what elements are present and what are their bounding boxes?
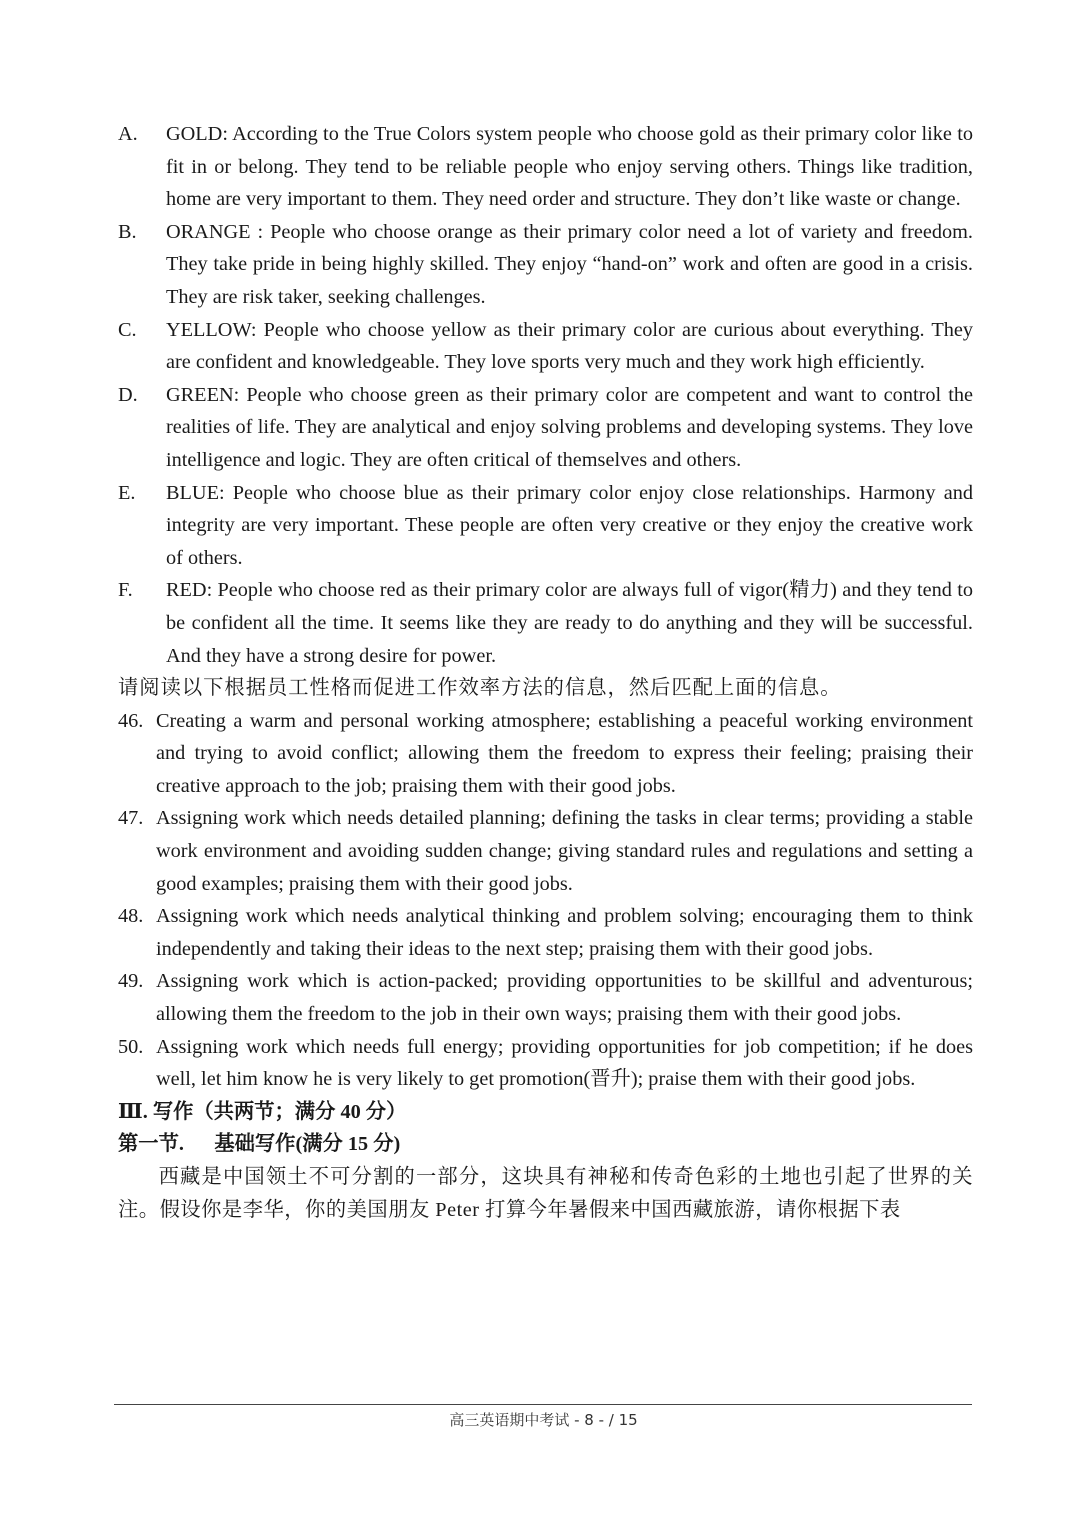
question-number: 49. — [118, 970, 144, 993]
question-49 — [118, 965, 973, 1030]
option-text: YELLOW: People who choose yellow as their primary color are curious about everything. They are confident and knowledgeable. They love sports very much and they work high efficiently. — [166, 318, 973, 374]
question-number: 48. — [118, 905, 144, 928]
question-48 — [118, 900, 973, 965]
option-label: A. — [118, 123, 138, 145]
question-47 — [118, 802, 973, 900]
question-text: Assigning work which needs analytical thinking and problem solving; encouraging them to think independently and taking their ideas to the next step; praising them with their good jobs. — [156, 905, 973, 960]
option-text: GREEN: People who choose green as their primary color are competent and want to control the realities of life. They are analytical and enjoy solving problems and developing systems. They love intelligence and logic. They are often critical of themselves and others. — [166, 383, 973, 471]
option-label: E. — [118, 481, 136, 504]
section-1-title: 第一节. 基础写作(满分 15 分) — [118, 1133, 401, 1156]
page-footer: 高三英语期中考试 - 8 - / 15 — [449, 1411, 638, 1429]
question-46 — [118, 705, 973, 803]
option-label: D. — [118, 383, 138, 406]
option-d — [118, 379, 973, 477]
section-1-prompt: 西藏是中国领土不可分割的一部分，这块具有神秘和传奇色彩的土地也引起了世界的关注。假设你是李华，你的美国朋友 Peter 打算今年暑假来中国西藏旅游，请你根据下表 — [118, 1166, 973, 1221]
question-text: Assigning work which is action-packed; providing opportunities to be skillful and adventurous; allowing them the freedom to the job in their own ways; praising them with their good jobs. — [156, 970, 973, 1026]
option-text: BLUE: People who choose blue as their primary color enjoy close relationships. Harmony and integrity are very important. These people are often very creative or they enjoy the creative work of others. — [166, 481, 973, 569]
option-label: C. — [118, 318, 137, 341]
question-number: 50. — [118, 1035, 144, 1058]
question-text: Creating a warm and personal working atmosphere; establishing a peaceful working environment and trying to avoid conflict; allowing them the freedom to express their feeling; praising their creative approach to the job; praising them with their good jobs. — [156, 709, 973, 797]
question-text: Assigning work which needs detailed planning; defining the tasks in clear terms; providing a stable work environment and avoiding sudden change; giving standard rules and regulations and setting a good examples; praising them with their good jobs. — [156, 807, 973, 895]
option-label: B. — [118, 220, 137, 243]
option-label: F. — [118, 579, 133, 602]
part-3-title: Ⅲ. 写作（共两节；满分 40 分） — [118, 1100, 407, 1123]
footer-divider — [114, 1404, 972, 1405]
question-number: 47. — [118, 807, 144, 830]
option-f — [118, 574, 973, 672]
question-text: Assigning work which needs full energy; providing opportunities for job competition; if he does well, let him know he is very likely to get promotion(晋升); praise them with their good jobs. — [156, 1035, 973, 1091]
question-50 — [118, 1031, 973, 1096]
option-a — [118, 118, 973, 216]
option-c — [118, 314, 973, 379]
document-body — [118, 118, 973, 1226]
instruction-text: 请阅读以下根据员工性格而促进工作效率方法的信息，然后匹配上面的信息。 — [118, 677, 842, 700]
option-b — [118, 216, 973, 314]
option-e — [118, 477, 973, 575]
question-number: 46. — [118, 709, 144, 732]
option-text: RED: People who choose red as their primary color are always full of vigor(精力) and they tend to be confident all the time. It seems like they are ready to do anything and they will be successful. And they have a strong desire for power. — [166, 579, 973, 667]
option-text: GOLD: According to the True Colors system people who choose gold as their primary color like to fit in or belong. They tend to be reliable people who enjoy serving others. Things like tradition, home are very important to them. They need order and structure. They don’t like waste or change. — [166, 123, 973, 211]
option-text: ORANGE : People who choose orange as their primary color need a lot of variety and freedom. They take pride in being highly skilled. They enjoy “hand-on” work and often are good in a crisis. They are risk taker, seeking challenges. — [166, 220, 973, 308]
